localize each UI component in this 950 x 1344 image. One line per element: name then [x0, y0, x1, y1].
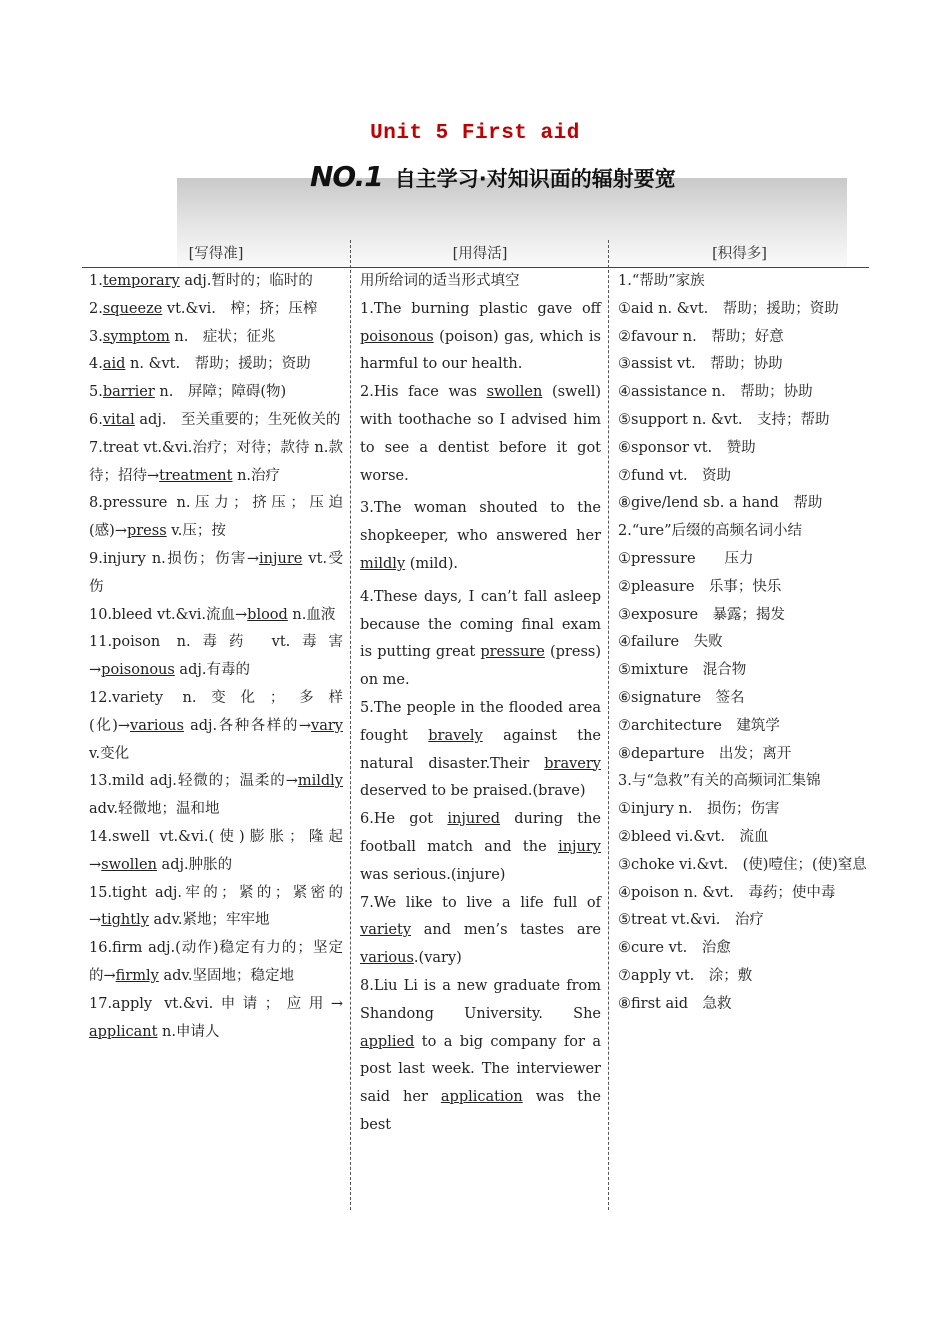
word-family-item: 2.“ure”后缀的高频名词小结 [618, 523, 803, 540]
word-family-item: ①injury n. 损伤；伤害 [618, 801, 780, 818]
vocab-item: 6.vital adj. 至关重要的；生死攸关的 [89, 411, 341, 428]
answer-word: bravely [428, 727, 483, 744]
word-family-item: ⑤treat vt.&vi. 治疗 [618, 912, 764, 929]
word-family-column [618, 268, 868, 1019]
word-family-item: ⑧give/lend sb. a hand 帮助 [618, 495, 823, 512]
answer-word: various [360, 950, 414, 967]
exercise-item: 3.The woman shouted to the shopkeeper, who answered her mildly (mild). [360, 500, 601, 572]
vocab-item: 15.tight adj.牢的；紧的；紧密的→tightly adv.紧地；牢牢地 [89, 884, 343, 929]
answer-word: temporary [102, 273, 180, 289]
word-family-item: ⑦architecture 建筑学 [618, 717, 780, 734]
unit-title: Unit 5 First aid [370, 122, 580, 145]
answer-word: injured [447, 811, 500, 828]
vocab-column [89, 268, 343, 1046]
column-divider [608, 240, 609, 1210]
word-family-item: ②bleed vi.&vt. 流血 [618, 828, 769, 845]
answer-word: injure [259, 550, 303, 567]
answer-word: press [126, 523, 167, 540]
answer-word: squeeze [102, 300, 163, 317]
word-family-item: ⑧departure 出发；离开 [618, 745, 792, 762]
word-family-item: ⑥cure vt. 治愈 [618, 940, 731, 957]
vocab-item: 8.pressure n.压力；挤压；压迫(感)→press v.压；按 [89, 495, 343, 540]
answer-word: vital [102, 411, 135, 428]
banner-subtitle: 自主学习·对知识面的辐射要宽 [394, 167, 676, 191]
exercise-item: 4.These days, I can’t fall asleep because the coming final exam is putting great pressure (press) on me. [360, 588, 601, 689]
word-family-item: ④assistance n. 帮助；协助 [618, 384, 813, 401]
answer-word: vary [311, 717, 343, 734]
vocab-item: 3.symptom n. 症状；征兆 [89, 328, 276, 345]
header-use: [用得活] [452, 246, 508, 262]
word-family-item: 3.与“急救”有关的高频词汇集锦 [618, 773, 821, 790]
exercise-item: 8.Liu Li is a new graduate from Shandong University. She applied to a big company for a post last week. The interviewer said her application was the best [360, 977, 601, 1133]
exercise-item: 6.He got injured during the football match and the injury was serious.(injure) [360, 811, 602, 883]
exercise-item: 7.We like to live a life full of variety and men’s tastes are various.(vary) [360, 894, 601, 967]
answer-word: poisonous [360, 328, 434, 345]
vocab-item: 16.firm adj.(动作)稳定有力的；坚定的→firmly adv.坚固地；稳定地 [89, 940, 343, 984]
column-divider [350, 240, 351, 1210]
answer-word: various [130, 717, 184, 734]
vocab-item: 13.mild adj.轻微的；温柔的→mildly adv.轻微地；温和地 [89, 773, 343, 818]
banner-heading [310, 160, 676, 193]
answer-word: symptom [102, 328, 170, 345]
vocab-item: 14.swell vt.&vi.(使)膨胀；隆起→swollen adj.肿胀的 [89, 828, 343, 873]
word-family-item: ⑤mixture 混合物 [618, 662, 747, 679]
exercise-item: 用所给词的适当形式填空 [360, 273, 520, 289]
vocab-item: 5.barrier n. 屏障；障碍(物) [89, 384, 287, 401]
vocab-item: 12.variety n.变化；多样(化)→various adj.各种各样的→vary v.变化 [89, 689, 343, 762]
answer-word: applied [360, 1033, 415, 1050]
answer-word: bravery [544, 755, 601, 772]
answer-word: pressure [480, 644, 545, 661]
answer-word: barrier [102, 384, 155, 401]
answer-word: swollen [101, 856, 157, 873]
vocab-item: 1.temporary adj.暂时的；临时的 [89, 273, 313, 289]
word-family-item: ①aid n. &vt. 帮助；援助；资助 [618, 300, 839, 317]
fill-blank-column [360, 268, 601, 1140]
word-family-item: ③assist vt. 帮助；协助 [618, 356, 783, 373]
vocab-item: 9.injury n.损伤；伤害→injure vt.受伤 [89, 550, 343, 595]
header-write: [写得准] [188, 246, 244, 262]
vocab-item: 4.aid n. &vt. 帮助；援助；资助 [89, 356, 311, 373]
word-family-item: ⑦apply vt. 涂；敷 [618, 967, 753, 984]
banner-number: NO.1 [310, 160, 383, 193]
word-family-item: ③choke vi.&vt. (使)噎住；(使)窒息 [618, 856, 867, 873]
vocab-item: 11.poison n.毒药 vt.毒害→poisonous adj.有毒的 [89, 634, 343, 679]
answer-word: injury [558, 838, 601, 855]
vocab-item: 2.squeeze vt.&vi. 榨；挤；压榨 [89, 300, 318, 317]
word-family-item: ②pleasure 乐事；快乐 [618, 578, 782, 595]
word-family-item: ⑥sponsor vt. 赞助 [618, 439, 756, 456]
header-accumulate: [积得多] [712, 246, 767, 262]
answer-word: blood [247, 606, 288, 623]
answer-word: application [440, 1089, 523, 1106]
answer-word: aid [102, 356, 126, 373]
vocab-item: 17.apply vt.&vi.申请；应用→ applicant n.申请人 [89, 995, 343, 1040]
answer-word: tightly [101, 912, 149, 929]
answer-word: poisonous [101, 662, 175, 679]
word-family-item: ②favour n. 帮助；好意 [618, 328, 784, 345]
word-family-item: ⑦fund vt. 资助 [618, 467, 732, 484]
answer-word: mildly [360, 555, 406, 572]
vocab-item: 10.bleed vt.&vi.流血→blood n.血液 [89, 606, 336, 623]
word-family-item: 1.“帮助”家族 [618, 273, 705, 289]
answer-word: firmly [115, 967, 159, 984]
word-family-item: ①pressure 压力 [618, 550, 754, 567]
word-family-item: ④poison n. &vt. 毒药；使中毒 [618, 884, 836, 901]
word-family-item: ⑧first aid 急救 [618, 995, 732, 1012]
exercise-item: 5.The people in the flooded area fought bravely against the natural disaster.Their bravery deserved to be praised.(brave) [360, 699, 601, 800]
exercise-item: 2.His face was swollen (swell) with toothache so I advised him to see a dentist before it got worse. [360, 384, 601, 484]
answer-word: swollen [486, 384, 543, 401]
word-family-item: ④failure 失败 [618, 634, 723, 651]
word-family-item: ③exposure 暴露；揭发 [618, 606, 786, 623]
answer-word: mildly [297, 773, 343, 790]
answer-word: treatment [159, 467, 233, 484]
answer-word: variety [360, 922, 412, 939]
answer-word: applicant [89, 1023, 158, 1040]
exercise-item: 1.The burning plastic gave off poisonous (poison) gas, which is harmful to our health. [360, 300, 601, 373]
word-family-item: ⑥signature 签名 [618, 689, 745, 706]
vocab-item: 7.treat vt.&vi.治疗；对待；款待 n.款待；招待→treatment n.治疗 [89, 439, 343, 484]
word-family-item: ⑤support n. &vt. 支持；帮助 [618, 411, 830, 428]
